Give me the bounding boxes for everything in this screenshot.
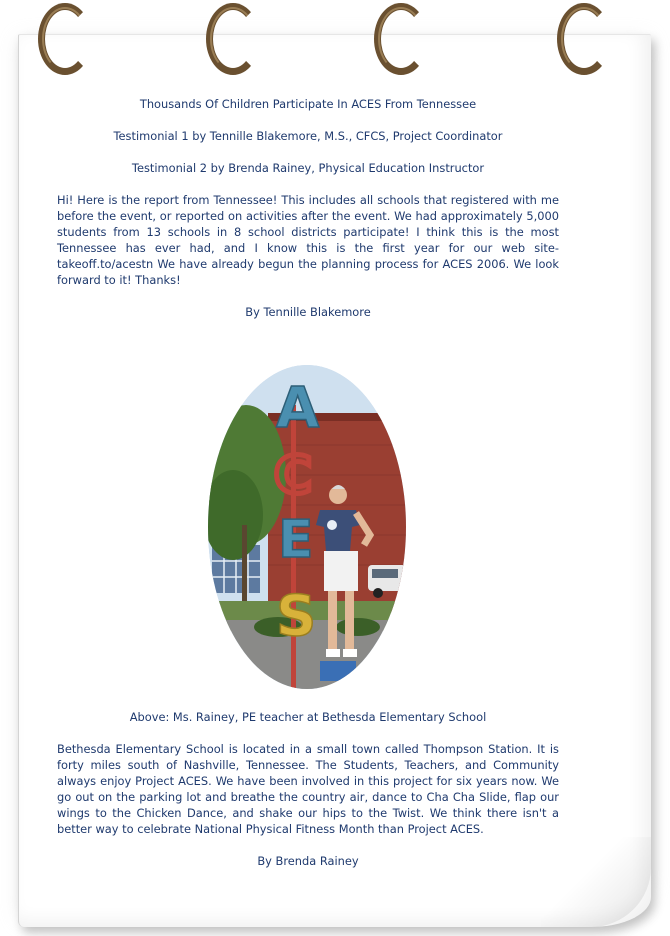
binder-ring-icon — [206, 3, 260, 75]
page-title: Thousands Of Children Participate In ACES From Tennessee — [139, 97, 477, 111]
article-lower — [57, 709, 559, 869]
byline-rainey: By Brenda Rainey — [257, 854, 359, 868]
sign-letter-e: E — [278, 510, 314, 570]
sign-letter-a: A — [276, 376, 320, 441]
binder-ring-icon — [374, 3, 428, 75]
testimonial-1-heading: Testimonial 1 by Tennille Blakemore, M.S., CFCS, Project Coordinator — [113, 129, 503, 143]
report-paragraph: Hi! Here is the report from Tennessee! This includes all schools that registered with me before the event, or reported on activities after the event. We had approximately 5,000 students from 13 schools in 8 school districts participate! I think this is the most Tennessee has ever had, and I know this is the first year for our web site-takeoff.to/acestn We have already begun the planning process for ACES 2006. We look forward to it! Thanks! — [57, 193, 559, 287]
sign-letter-s: S — [276, 584, 317, 649]
binder-ring-icon — [557, 3, 611, 75]
aces-photo — [208, 365, 406, 689]
photo-illustration — [208, 365, 406, 689]
article — [57, 96, 559, 320]
school-paragraph: Bethesda Elementary School is located in a small town called Thompson Station. It is forty miles south of Nashville, Tennessee. The Students, Teachers, and Community always enjoy Project ACES. We have been involved in this project for six years now. We go out on the parking lot and breathe the country air, dance to Cha Cha Slide, flap our wings to the Chicken Dance, and shake our hips to the Twist. We think there isn't a better way to celebrate National Physical Fitness Month than Project ACES. — [57, 742, 559, 836]
testimonial-2-heading: Testimonial 2 by Brenda Rainey, Physical Education Instructor — [131, 161, 485, 175]
photo-caption: Above: Ms. Rainey, PE teacher at Bethesda Elementary School — [129, 710, 487, 724]
byline-blakemore: By Tennille Blakemore — [245, 305, 371, 319]
sign-letter-c: C — [274, 446, 313, 506]
binder-ring-icon — [38, 3, 92, 75]
